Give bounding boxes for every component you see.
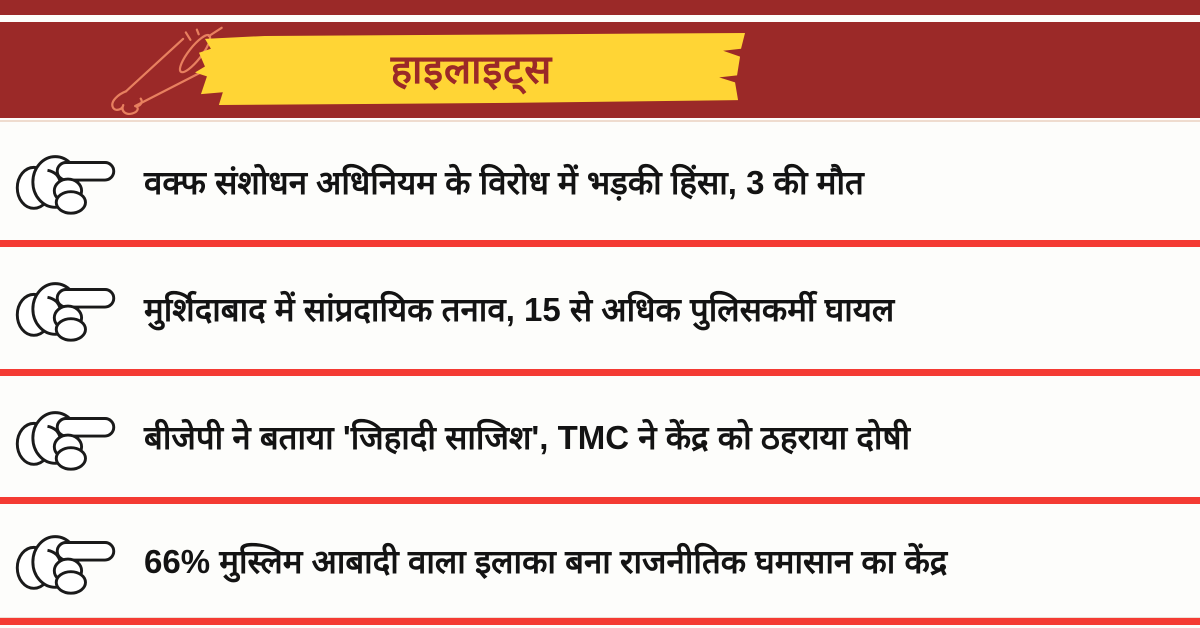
page-title: हाइलाइट्स: [390, 48, 553, 92]
header-band: [0, 22, 1200, 118]
pointing-hand-icon: [10, 143, 122, 219]
top-gap: [0, 15, 1200, 22]
pointing-hand-icon: [10, 270, 122, 346]
headline-text: बीजेपी ने बताया 'जिहादी साजिश', TMC ने केंद्र को ठहराया दोषी: [144, 419, 911, 456]
pointing-hand-icon: [10, 523, 122, 599]
list-item: [0, 376, 1200, 497]
bottom-accent-bar: [0, 618, 1200, 625]
list-item: [0, 122, 1200, 240]
list-item: [0, 504, 1200, 617]
highlights-banner: [195, 33, 748, 106]
list-item: [0, 247, 1200, 369]
headline-text: 66% मुस्लिम आबादी वाला इलाका बना राजनीतिक घमासान का केंद्र: [144, 543, 948, 580]
headline-text: मुर्शिदाबाद में सांप्रदायिक तनाव, 15 से अधिक पुलिसकर्मी घायल: [144, 290, 895, 328]
divider: [0, 369, 1200, 376]
highlights-list: [0, 122, 1200, 626]
pointing-hand-icon: [10, 399, 122, 475]
divider: [0, 240, 1200, 247]
top-accent-bar: [0, 0, 1200, 15]
divider: [0, 497, 1200, 504]
headline-text: वक्फ संशोधन अधिनियम के विरोध में भड़की हिंसा, 3 की मौत: [144, 163, 864, 201]
bottom-edge: [0, 625, 1200, 626]
